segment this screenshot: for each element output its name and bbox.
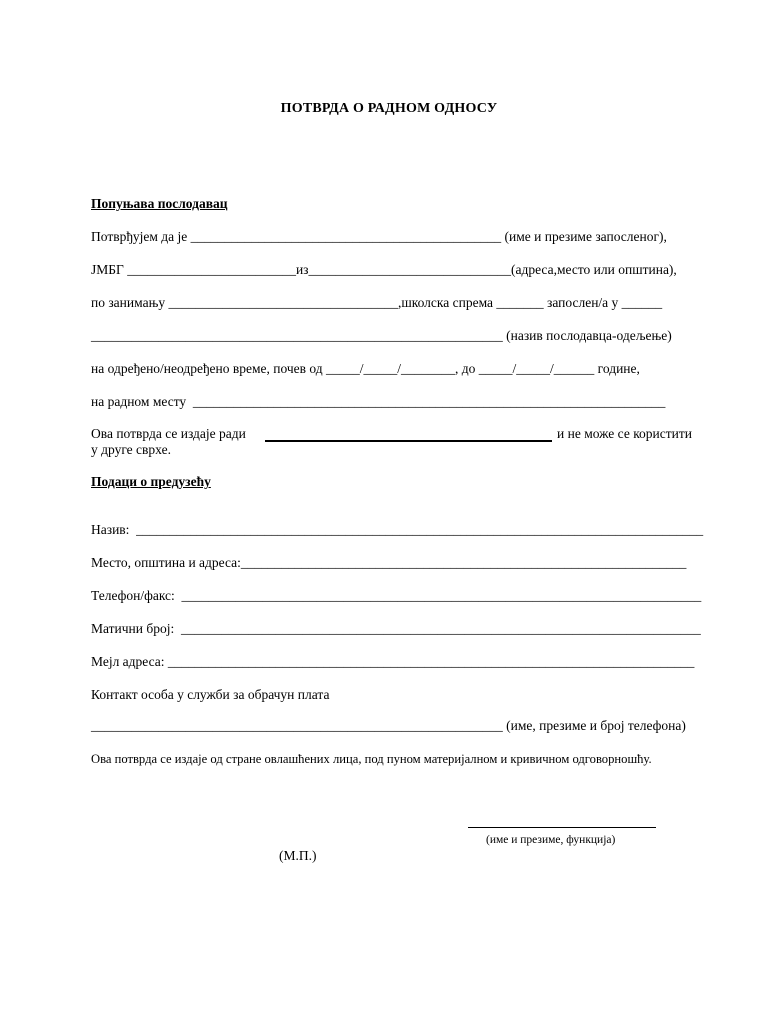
purpose-blank-line [265, 440, 552, 442]
jmbg-address-line: ЈМБГ _________________________из______________________________(адреса,место или општина), [91, 262, 677, 277]
company-section-heading: Подаци о предузећу [91, 474, 211, 489]
purpose-suffix: и не може се користити [557, 426, 693, 441]
signature-caption: (име и презиме, функција) [486, 834, 616, 846]
company-phone-line: Телефон/факс: _____________________________________________________________________________ [91, 588, 702, 603]
purpose-prefix: Ова потврда се издаје ради [91, 426, 246, 441]
occupation-line: по занимању __________________________________,школска спрема _______ запослен/а у ______ [91, 295, 663, 310]
contact-person-line: _____________________________________________________________ (име, презиме и број телефона) [91, 718, 686, 733]
signature-line [468, 827, 656, 828]
employment-period-line: на одређено/неодређено време, почев од _____/_____/________, до _____/_____/______ године, [91, 361, 640, 376]
stamp-label: (М.П.) [279, 848, 317, 863]
workplace-line: на радном месту ______________________________________________________________________ [91, 394, 666, 409]
contact-person-label: Контакт особа у служби за обрачун плата [91, 687, 330, 702]
company-email-line: Мејл адреса: ______________________________________________________________________________ [91, 654, 695, 669]
employer-section-heading: Попуњава послодавац [91, 196, 228, 211]
employer-name-line: _____________________________________________________________ (назив послодавца-одељење) [91, 328, 672, 343]
document-title: ПОТВРДА О РАДНОМ ОДНОСУ [280, 101, 498, 116]
liability-statement: Ова потврда се издаје од стране овлашћених лица, под пуном материјалном и кривичном одговорношћу. [91, 752, 652, 766]
purpose-line-2: у друге сврхе. [91, 442, 171, 457]
company-address-line: Место, општина и адреса:__________________________________________________________________ [91, 555, 687, 570]
company-name-line: Назив: ____________________________________________________________________________________ [91, 522, 704, 537]
company-registry-line: Матични број: _____________________________________________________________________________ [91, 621, 701, 636]
employee-name-line: Потврђујем да је ______________________________________________ (име и презиме запосленог), [91, 229, 667, 244]
